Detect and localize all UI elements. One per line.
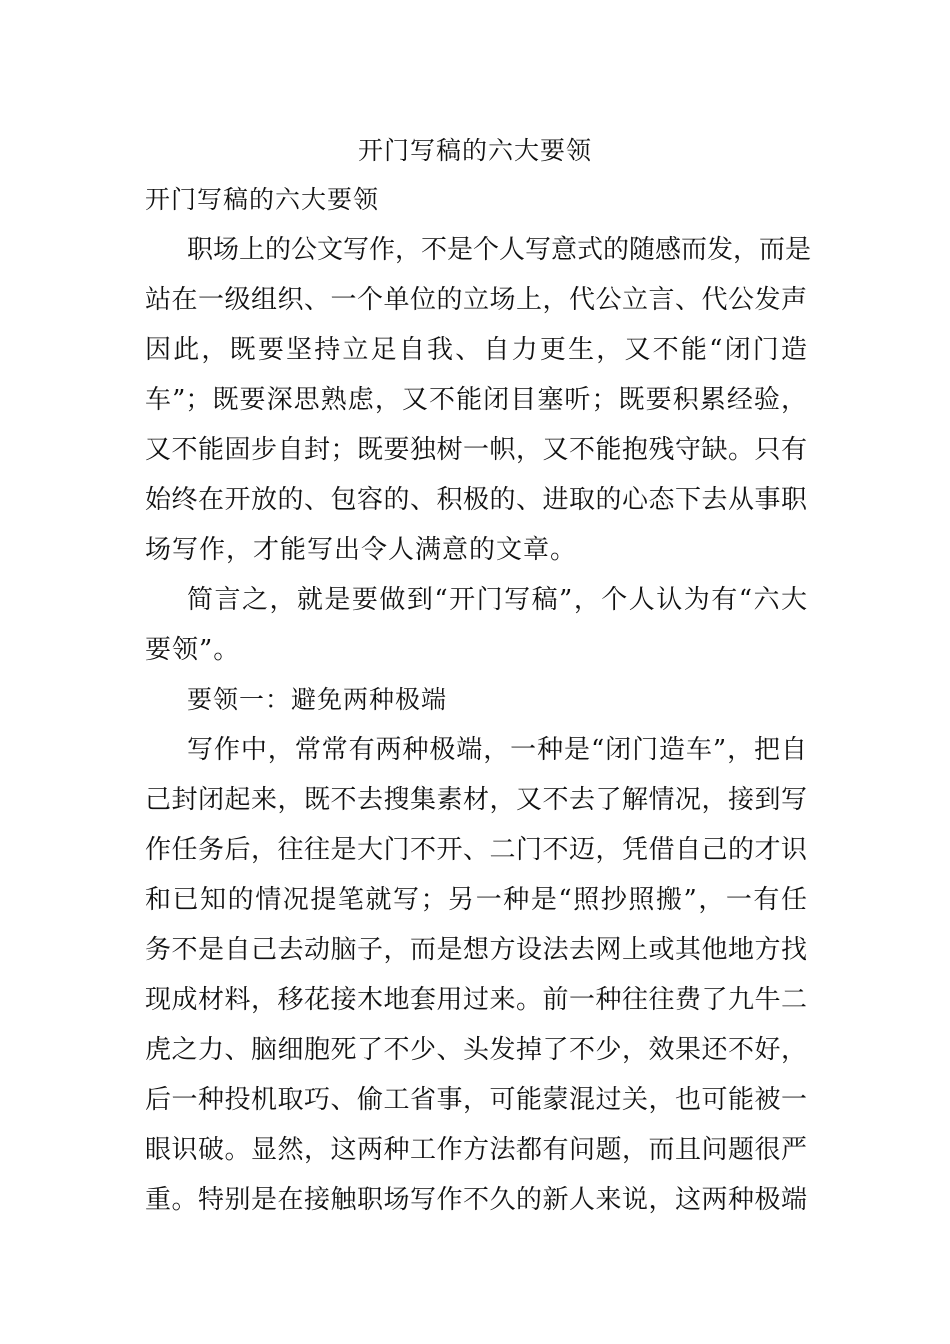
paragraph-line: 和已知的情况提笔就写；另一种是“照抄照搬”，一有任 (145, 885, 807, 915)
paragraph-line: 车”；既要深思熟虑，又不能闭目塞听；既要积累经验， (145, 385, 807, 415)
paragraph-line: 重。特别是在接触职场写作不久的新人来说，这两种极端 (145, 1185, 807, 1215)
paragraph-line: 职场上的公文写作，不是个人写意式的随感而发，而是 (187, 235, 812, 265)
section-heading: 要领一：避免两种极端 (187, 685, 448, 714)
paragraph-line: 始终在开放的、包容的、积极的、进取的心态下去从事职 (145, 485, 807, 515)
paragraph-line: 作任务后，往往是大门不开、二门不迈，凭借自己的才识 (145, 835, 807, 865)
paragraph-line: 场写作，才能写出令人满意的文章。 (145, 535, 578, 565)
document-subtitle: 开门写稿的六大要领 (145, 185, 380, 214)
document-title: 开门写稿的六大要领 (357, 136, 592, 165)
paragraph-line: 虎之力、脑细胞死了不少、头发掉了不少，效果还不好， (145, 1035, 807, 1065)
paragraph-line: 要领”。 (145, 635, 241, 665)
paragraph-line: 因此，既要坚持立足自我、自力更生，又不能“闭门造 (145, 335, 807, 365)
paragraph-line: 写作中，常常有两种极端，一种是“闭门造车”，把自 (187, 735, 807, 765)
paragraph-line: 己封闭起来，既不去搜集素材，又不去了解情况，接到写 (145, 785, 807, 815)
paragraph-line: 眼识破。显然，这两种工作方法都有问题，而且问题很严 (145, 1135, 807, 1165)
paragraph-line: 又不能固步自封；既要独树一帜，又不能抱残守缺。只有 (145, 435, 807, 465)
paragraph-line: 务不是自己去动脑子，而是想方设法去网上或其他地方找 (145, 935, 807, 965)
paragraph-line: 后一种投机取巧、偷工省事，可能蒙混过关，也可能被一 (145, 1085, 807, 1115)
paragraph-line: 现成材料，移花接木地套用过来。前一种往往费了九牛二 (145, 985, 807, 1015)
paragraph-line: 站在一级组织、一个单位的立场上，代公立言、代公发声 (145, 285, 807, 315)
paragraph-line: 简言之，就是要做到“开门写稿”，个人认为有“六大 (187, 585, 807, 615)
